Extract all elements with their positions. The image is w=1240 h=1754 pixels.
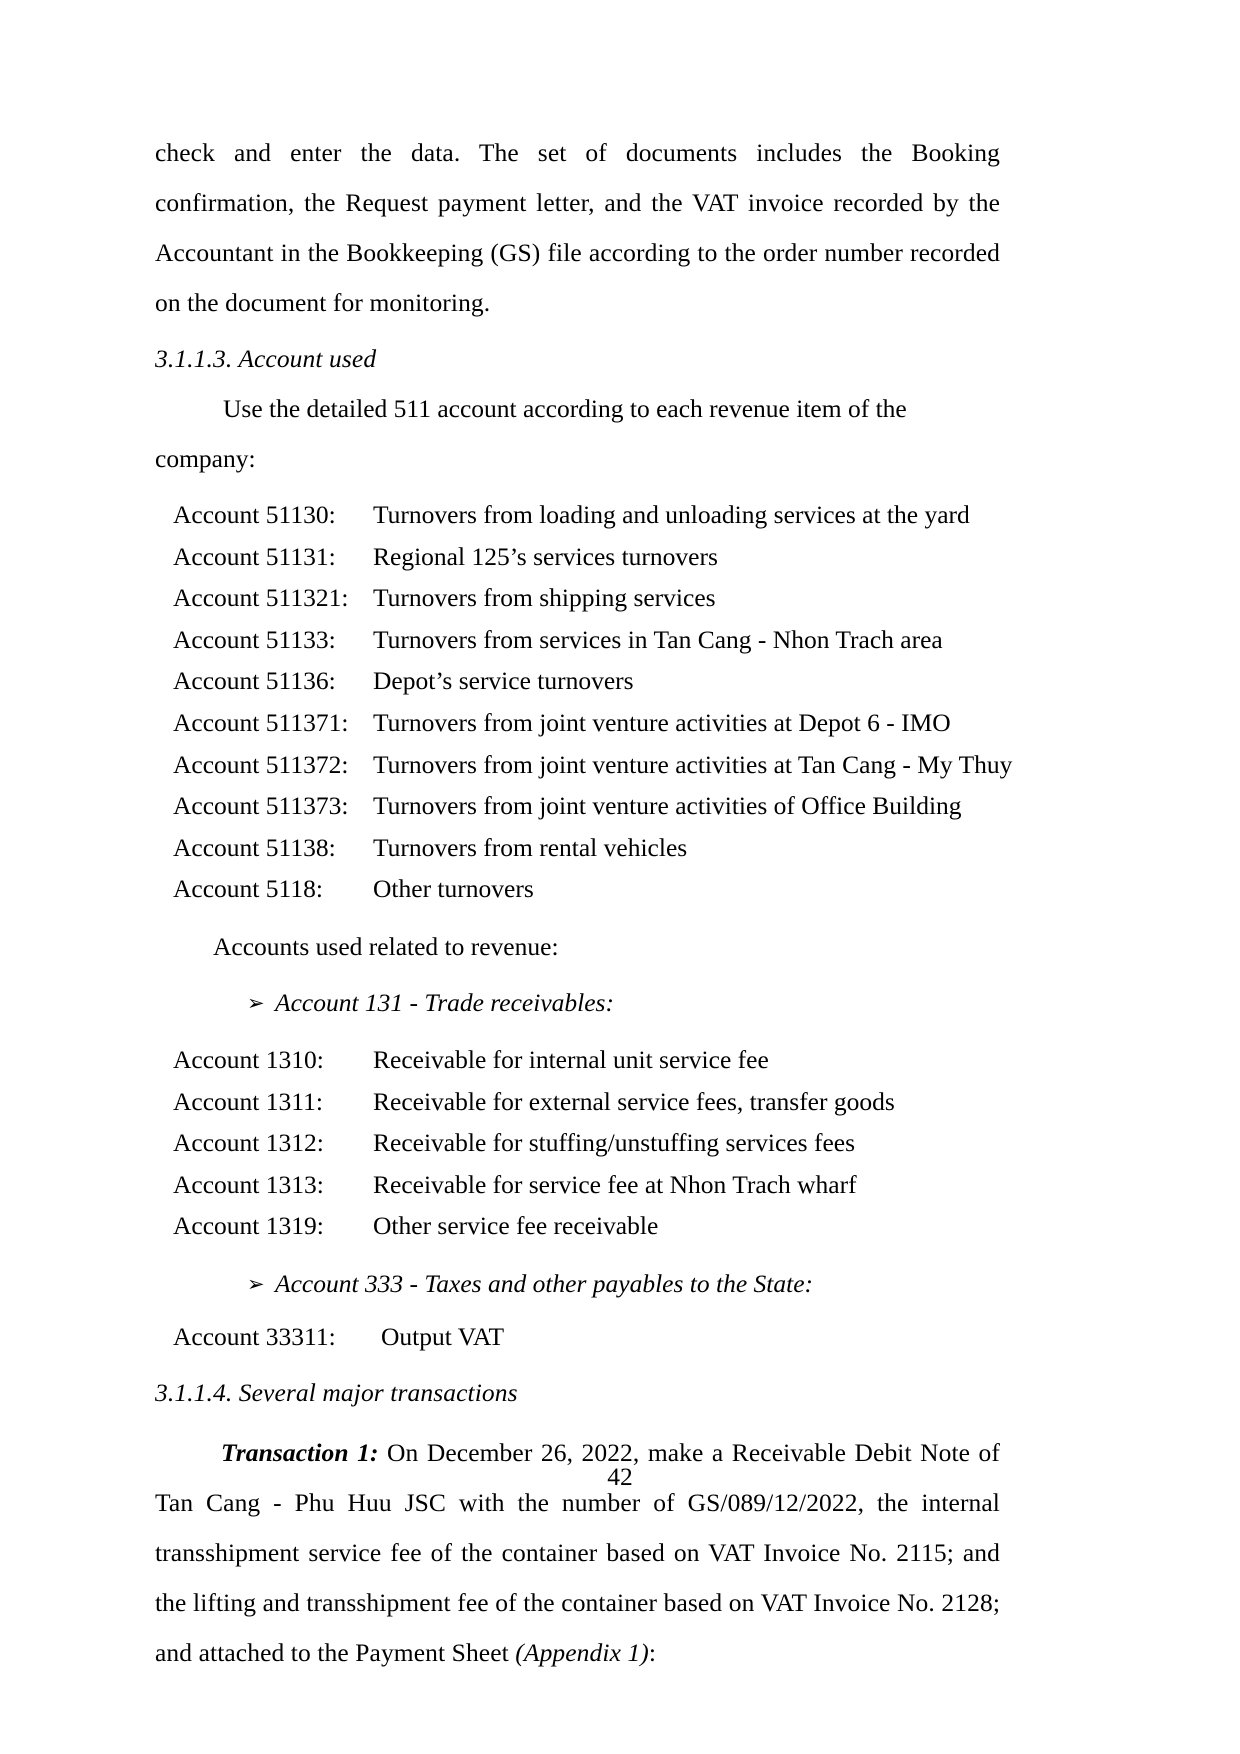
account-description: Receivable for internal unit service fee <box>373 1044 769 1074</box>
account-description: Depot’s service turnovers <box>373 666 634 696</box>
account-code: Account 51133: <box>173 624 336 654</box>
account-description: Other service fee receivable <box>373 1211 659 1241</box>
bullet-account-333 <box>155 1259 1000 1310</box>
list-item <box>155 536 1000 578</box>
account-code: Account 51131: <box>173 541 336 571</box>
intro-paragraph: check and enter the data. The set of documents includes the Booking confirmation, the Request payment letter, and the VAT invoice recorded by the Accountant in the Bookkeeping (GS) file according to the order number recorded on the document for monitoring. <box>155 138 1000 317</box>
account-description: Turnovers from joint venture activities of Office Building <box>373 791 962 821</box>
account-code: Account 51130: <box>173 500 336 529</box>
account-used-lead: Use the detailed 511 account according to each revenue item of the company: <box>155 394 907 473</box>
page-content <box>155 128 1013 1678</box>
transaction-1-tail: : <box>648 1637 657 1667</box>
arrowhead-bullet-icon: ➢ <box>247 990 265 1015</box>
account-code: Account 1319: <box>173 1211 324 1241</box>
account-code: Account 51138: <box>173 832 336 862</box>
related-accounts-lead: Accounts used related to revenue: <box>213 931 559 961</box>
list-item <box>155 660 1000 702</box>
account-description: Turnovers from rental vehicles <box>373 832 688 862</box>
list-item <box>155 1081 1000 1123</box>
list-item <box>155 494 1000 536</box>
account-code: Account 511321: <box>173 583 349 613</box>
account-code: Account 51136: <box>173 666 336 696</box>
account-code: Account 5118: <box>173 874 323 904</box>
bullet-label: Account 131 - Trade receivables: <box>275 987 614 1017</box>
account-code: Account 1312: <box>173 1128 324 1158</box>
list-item <box>155 868 1000 910</box>
list-item <box>155 619 1000 661</box>
list-item <box>155 1164 1000 1206</box>
account-description: Turnovers from shipping services <box>373 583 716 613</box>
list-item <box>155 1316 1000 1358</box>
tax-account-list <box>155 1316 1000 1358</box>
list-item <box>155 1039 1000 1081</box>
account-description: Turnovers from services in Tan Cang - Nhon Trach area <box>373 624 943 654</box>
account-description: Receivable for external service fees, transfer goods <box>373 1086 895 1116</box>
bullet-account-131 <box>155 978 1000 1029</box>
page-number: 42 <box>607 1462 633 1491</box>
account-code: Account 511373: <box>173 791 349 821</box>
account-description: Other turnovers <box>373 874 534 904</box>
account-code: Account 1313: <box>173 1169 324 1199</box>
account-description: Turnovers from loading and unloading services at the yard <box>373 500 970 529</box>
list-item <box>155 1205 1000 1247</box>
transaction-1-label: Transaction 1: <box>221 1437 379 1467</box>
account-description: Turnovers from joint venture activities at Depot 6 - IMO <box>373 707 951 737</box>
receivable-account-list <box>155 1039 1000 1247</box>
account-code: Account 511371: <box>173 707 349 737</box>
list-item <box>155 785 1000 827</box>
list-item <box>155 702 1000 744</box>
list-item <box>155 1122 1000 1164</box>
list-item <box>155 827 1000 869</box>
transaction-1-appendix-ref: (Appendix 1) <box>515 1637 649 1667</box>
account-code: Account 33311: <box>173 1321 336 1351</box>
account-description: Receivable for stuffing/unstuffing services fees <box>373 1128 855 1158</box>
account-description: Turnovers from joint venture activities at Tan Cang - My Thuy <box>373 749 1013 779</box>
list-item <box>155 577 1000 619</box>
account-description: Regional 125’s services turnovers <box>373 541 718 571</box>
revenue-account-list <box>155 494 1013 910</box>
account-code: Account 511372: <box>173 749 349 779</box>
section-heading-transactions: 3.1.1.4. Several major transactions <box>155 1377 518 1407</box>
section-heading-account-used: 3.1.1.3. Account used <box>155 344 377 373</box>
list-item <box>155 744 1013 786</box>
account-code: Account 1311: <box>173 1086 323 1116</box>
bullet-label: Account 333 - Taxes and other payables to the State: <box>275 1268 814 1298</box>
transaction-1-body: On December 26, 2022, make a Receivable Debit Note of Tan Cang - Phu Huu JSC with the number of GS/089/12/2022, the internal transshipment service fee of the container based on VAT Invoice No. 2115; and the lifting and transshipment fee of the container based on VAT Invoice No. 2128; and attached to the Payment Sheet <box>155 1437 1000 1667</box>
account-description: Receivable for service fee at Nhon Trach wharf <box>373 1169 857 1199</box>
arrowhead-bullet-icon: ➢ <box>247 1271 265 1296</box>
account-code: Account 1310: <box>173 1044 324 1074</box>
account-description: Output VAT <box>381 1321 505 1351</box>
